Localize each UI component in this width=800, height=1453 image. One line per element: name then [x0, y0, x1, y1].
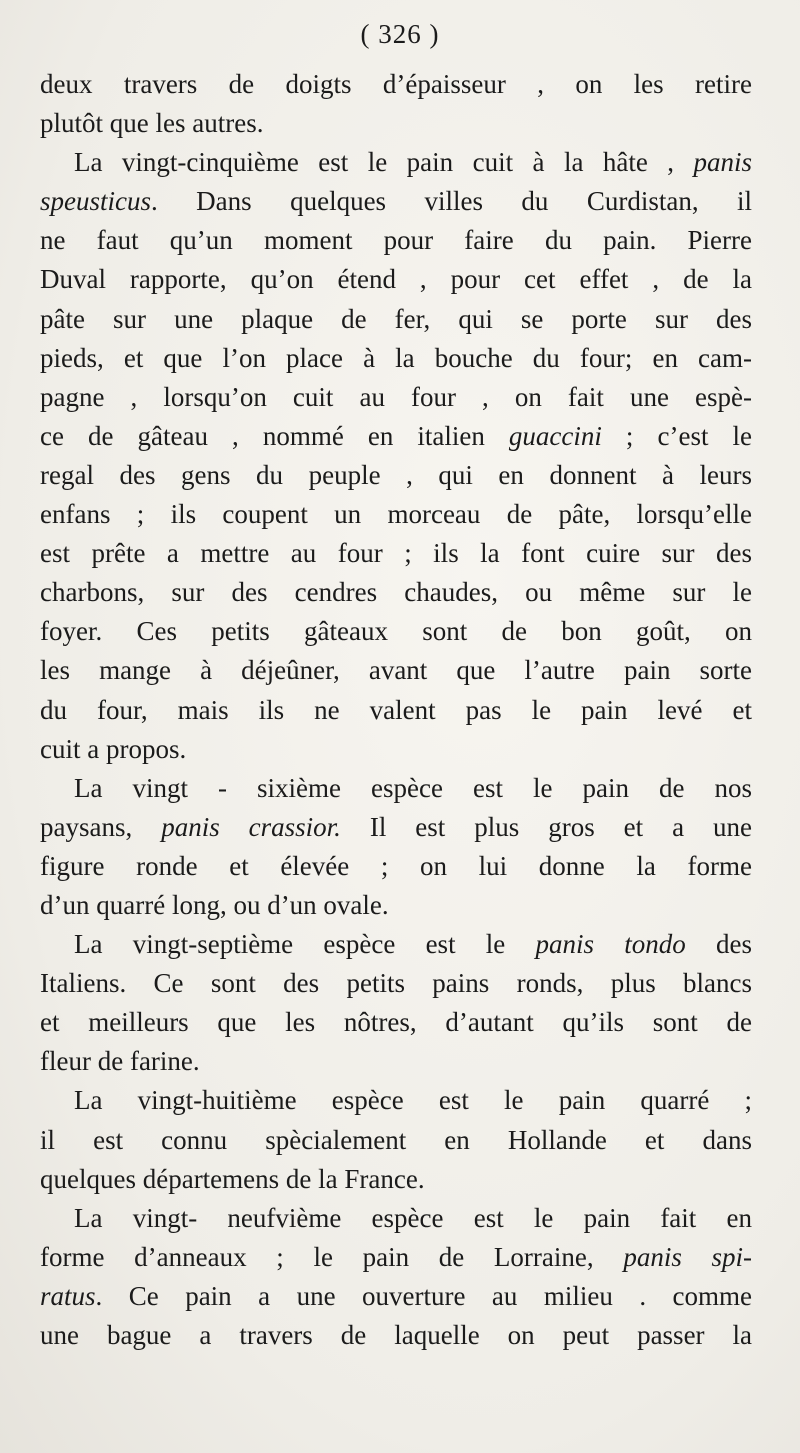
text-segment: deux travers de doigts d’épaisseur , on les retire	[40, 69, 752, 99]
text-segment: pagne , lorsqu’on cuit au four , on fait une espè-	[40, 381, 752, 412]
text-segment: . Dans quelques villes du Curdistan, il	[151, 186, 752, 217]
text-segment: pâte sur une plaque de fer, qui se porte sur des	[40, 303, 752, 334]
text-line	[40, 1199, 752, 1238]
text-segment: Italiens. Ce sont des petits pains ronds, plus blancs	[40, 968, 752, 999]
text-segment: est prête a mettre au four ; ils la font cuire sur des	[40, 538, 752, 569]
text-segment: Il est plus gros et a une	[340, 811, 753, 842]
text-line	[40, 260, 752, 299]
text-line	[40, 573, 752, 612]
text-line	[40, 808, 752, 847]
text-line	[40, 730, 752, 769]
text-line	[40, 143, 752, 182]
text-line	[40, 1277, 752, 1316]
text-segment: La vingt- neufvième espèce est le pain fait en	[74, 1202, 752, 1233]
text-segment: Duval rapporte, qu’on étend , pour cet effet , de la	[40, 264, 752, 295]
text-line	[40, 769, 752, 808]
text-line	[40, 1316, 752, 1355]
text-line	[40, 378, 752, 417]
text-line	[40, 1160, 752, 1199]
text-segment: fleur de farine.	[40, 1046, 200, 1077]
text-segment: La vingt-huitième espèce est le pain quarré ;	[74, 1085, 752, 1116]
text-line	[40, 1238, 752, 1277]
text-line	[40, 847, 752, 886]
text-segment: La vingt - sixième espèce est le pain de nos	[74, 772, 752, 803]
text-segment: il est connu spècialement en Hollande et dans	[40, 1124, 752, 1155]
text-segment: paysans,	[40, 811, 162, 842]
italic-text: panis spi-	[623, 1241, 752, 1272]
text-segment: ; c’est le	[601, 420, 752, 451]
italic-text: speusticus	[40, 186, 151, 217]
text-line	[40, 612, 752, 651]
text-line	[40, 691, 752, 730]
text-segment: charbons, sur des cendres chaudes, ou même sur le	[40, 577, 752, 608]
italic-text: panis crassior.	[161, 811, 341, 842]
text-line	[40, 182, 752, 221]
text-segment: ce de gâteau , nommé en italien	[40, 420, 509, 451]
text-segment: plutôt que les autres.	[40, 108, 264, 139]
text-segment: du four, mais ils ne valent pas le pain levé et	[40, 694, 752, 725]
italic-text: panis	[693, 147, 752, 178]
text-segment: foyer. Ces petits gâteaux sont de bon goût, on	[40, 616, 752, 647]
text-line	[40, 1042, 752, 1081]
text-segment: pieds, et que l’on place à la bouche du four; en cam-	[40, 342, 752, 373]
text-segment: . Ce pain a une ouverture au milieu . comme	[95, 1280, 752, 1311]
text-segment: figure ronde et élevée ; on lui donne la forme	[40, 850, 752, 881]
text-segment: d’un quarré long, ou d’un ovale.	[40, 889, 389, 920]
text-line	[40, 1081, 752, 1120]
text-segment: cuit a propos.	[40, 733, 187, 764]
text-line	[40, 925, 752, 964]
text-line	[40, 221, 752, 260]
body-text	[40, 65, 752, 1355]
italic-text: guaccini	[508, 420, 602, 451]
text-segment: enfans ; ils coupent un morceau de pâte, lorsqu’elle	[40, 499, 752, 530]
text-segment: les mange à déjeûner, avant que l’autre pain sorte	[40, 655, 752, 686]
text-line	[40, 534, 752, 573]
text-line	[40, 1003, 752, 1042]
text-line	[40, 964, 752, 1003]
text-line	[40, 456, 752, 495]
text-line	[40, 104, 752, 143]
italic-text: ratus	[40, 1280, 96, 1311]
text-line	[40, 651, 752, 690]
italic-text: panis tondo	[535, 929, 686, 960]
text-line	[40, 65, 752, 104]
page-number: ( 326 )	[360, 19, 440, 49]
text-segment: des	[685, 929, 752, 960]
text-line	[40, 495, 752, 534]
text-line	[40, 417, 752, 456]
text-segment: et meilleurs que les nôtres, d’autant qu’ils sont de	[40, 1007, 752, 1038]
text-segment: regal des gens du peuple , qui en donnent à leurs	[40, 459, 752, 490]
text-segment: La vingt-cinquième est le pain cuit à la hâte ,	[74, 147, 694, 178]
text-segment: La vingt-septième espèce est le	[74, 929, 536, 960]
text-segment: quelques départemens de la France.	[40, 1163, 425, 1194]
text-line	[40, 886, 752, 925]
text-line	[40, 1121, 752, 1160]
text-line	[40, 339, 752, 378]
text-segment: ne faut qu’un moment pour faire du pain. Pierre	[40, 225, 752, 256]
text-segment: forme d’anneaux ; le pain de Lorraine,	[40, 1241, 624, 1272]
text-line	[40, 300, 752, 339]
text-segment: une bague a travers de laquelle on peut passer la	[40, 1320, 752, 1350]
